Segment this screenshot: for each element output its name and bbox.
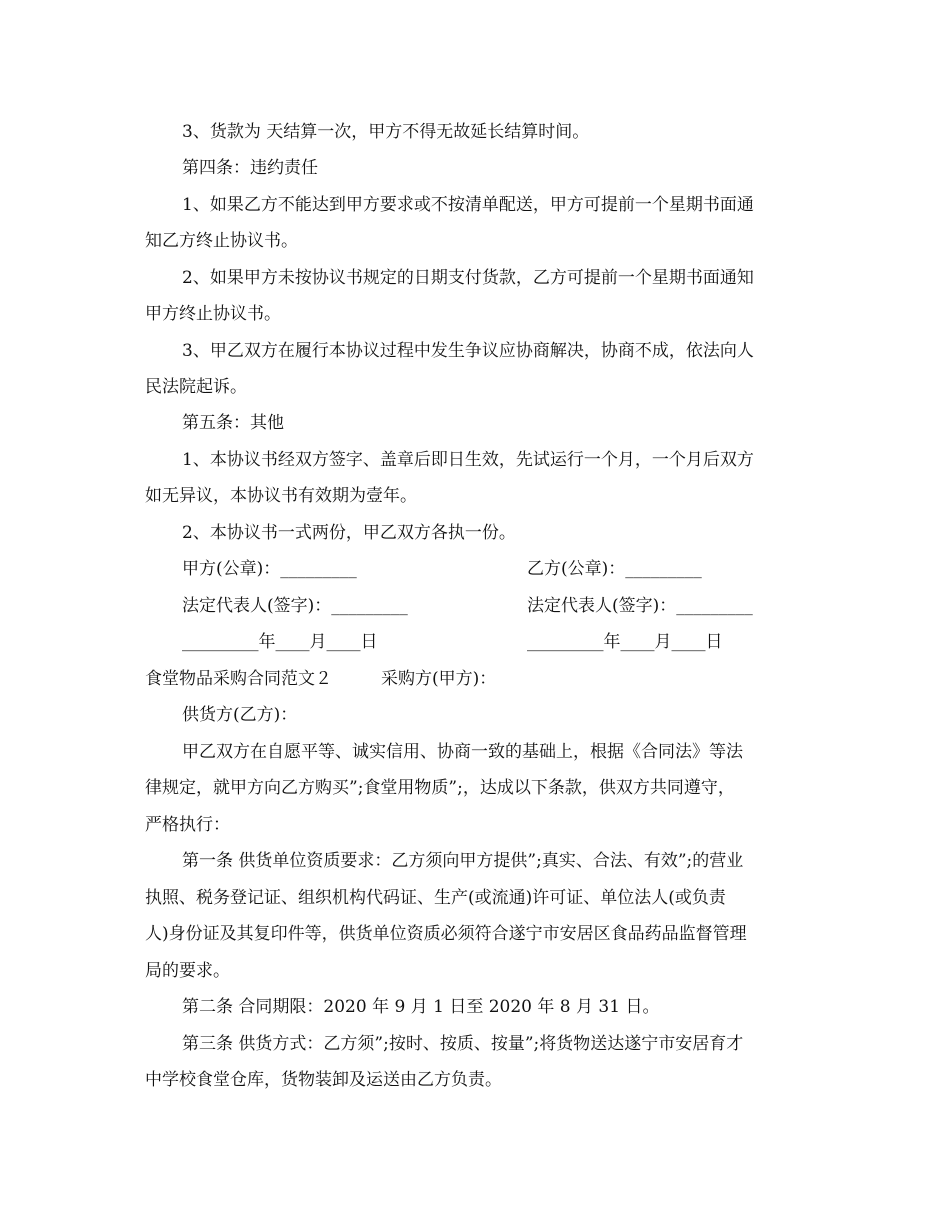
article-three-line-2: 中学校食堂仓库，货物装卸及运送由乙方负责。 bbox=[145, 1070, 502, 1090]
preamble-line-2: 律规定，就甲方向乙方购买”;食堂用物质”;，达成以下条款，供双方共同遵守， bbox=[145, 778, 735, 798]
clause-breach-1-line-1: 1、如果乙方不能达到甲方要求或不按清单配送，甲方可提前一个星期书面通 bbox=[182, 195, 754, 215]
preamble-line-1: 甲乙双方在自愿平等、诚实信用、协商一致的基础上，根据《合同法》等法 bbox=[182, 742, 743, 762]
party-a-date: _________年____月____日 bbox=[182, 632, 378, 652]
clause-other-1-line-1: 1、本协议书经双方签字、盖章后即日生效，先试运行一个月，一个月后双方 bbox=[182, 450, 754, 470]
supplier-label: 供货方(乙方)： bbox=[182, 705, 298, 725]
article-three-line-1: 第三条 供货方式：乙方须”;按时、按质、按量”;将货物送达遂宁市安居育才 bbox=[182, 1034, 744, 1054]
clause-breach-3-line-2: 民法院起诉。 bbox=[145, 377, 247, 397]
article-one-line-1: 第一条 供货单位资质要求：乙方须向甲方提供”;真实、合法、有效”;的营业 bbox=[182, 851, 744, 871]
article-five-heading: 第五条：其他 bbox=[182, 413, 284, 433]
clause-breach-2-line-1: 2、如果甲方未按协议书规定的日期支付货款，乙方可提前一个星期书面通知 bbox=[182, 268, 754, 288]
article-one-line-3: 人)身份证及其复印件等，供货单位资质必须符合遂宁市安居区食品药品监督管理 bbox=[145, 924, 747, 944]
party-b-date: _________年____月____日 bbox=[527, 632, 723, 652]
article-four-heading: 第四条：违约责任 bbox=[182, 158, 318, 178]
clause-breach-1-line-2: 知乙方终止协议书。 bbox=[145, 231, 298, 251]
clause-payment-settlement: 3、货款为 天结算一次，甲方不得无故延长结算时间。 bbox=[182, 122, 590, 142]
preamble-line-3: 严格执行： bbox=[145, 815, 230, 835]
second-contract-heading: 食堂物品采购合同范文２ bbox=[145, 669, 332, 689]
party-b-seal: 乙方(公章)：_________ bbox=[527, 559, 702, 579]
party-b-representative: 法定代表人(签字)：_________ bbox=[527, 596, 753, 616]
buyer-label: 采购方(甲方)： bbox=[381, 669, 497, 689]
clause-other-2: 2、本协议书一式两份，甲乙双方各执一份。 bbox=[182, 523, 516, 543]
article-one-line-2: 执照、税务登记证、组织机构代码证、生产(或流通)许可证、单位法人(或负责 bbox=[145, 888, 726, 908]
clause-breach-2-line-2: 甲方终止协议书。 bbox=[145, 304, 281, 324]
article-one-line-4: 局的要求。 bbox=[145, 961, 230, 981]
clause-breach-3-line-1: 3、甲乙双方在履行本协议过程中发生争议应协商解决，协商不成，依法向人 bbox=[182, 341, 754, 361]
party-a-representative: 法定代表人(签字)：_________ bbox=[182, 596, 408, 616]
article-two: 第二条 合同期限：2020 年 9 月 1 日至 2020 年 8 月 31 日。 bbox=[182, 997, 660, 1017]
clause-other-1-line-2: 如无异议，本协议书有效期为壹年。 bbox=[145, 486, 417, 506]
party-a-seal: 甲方(公章)：_________ bbox=[182, 559, 357, 579]
